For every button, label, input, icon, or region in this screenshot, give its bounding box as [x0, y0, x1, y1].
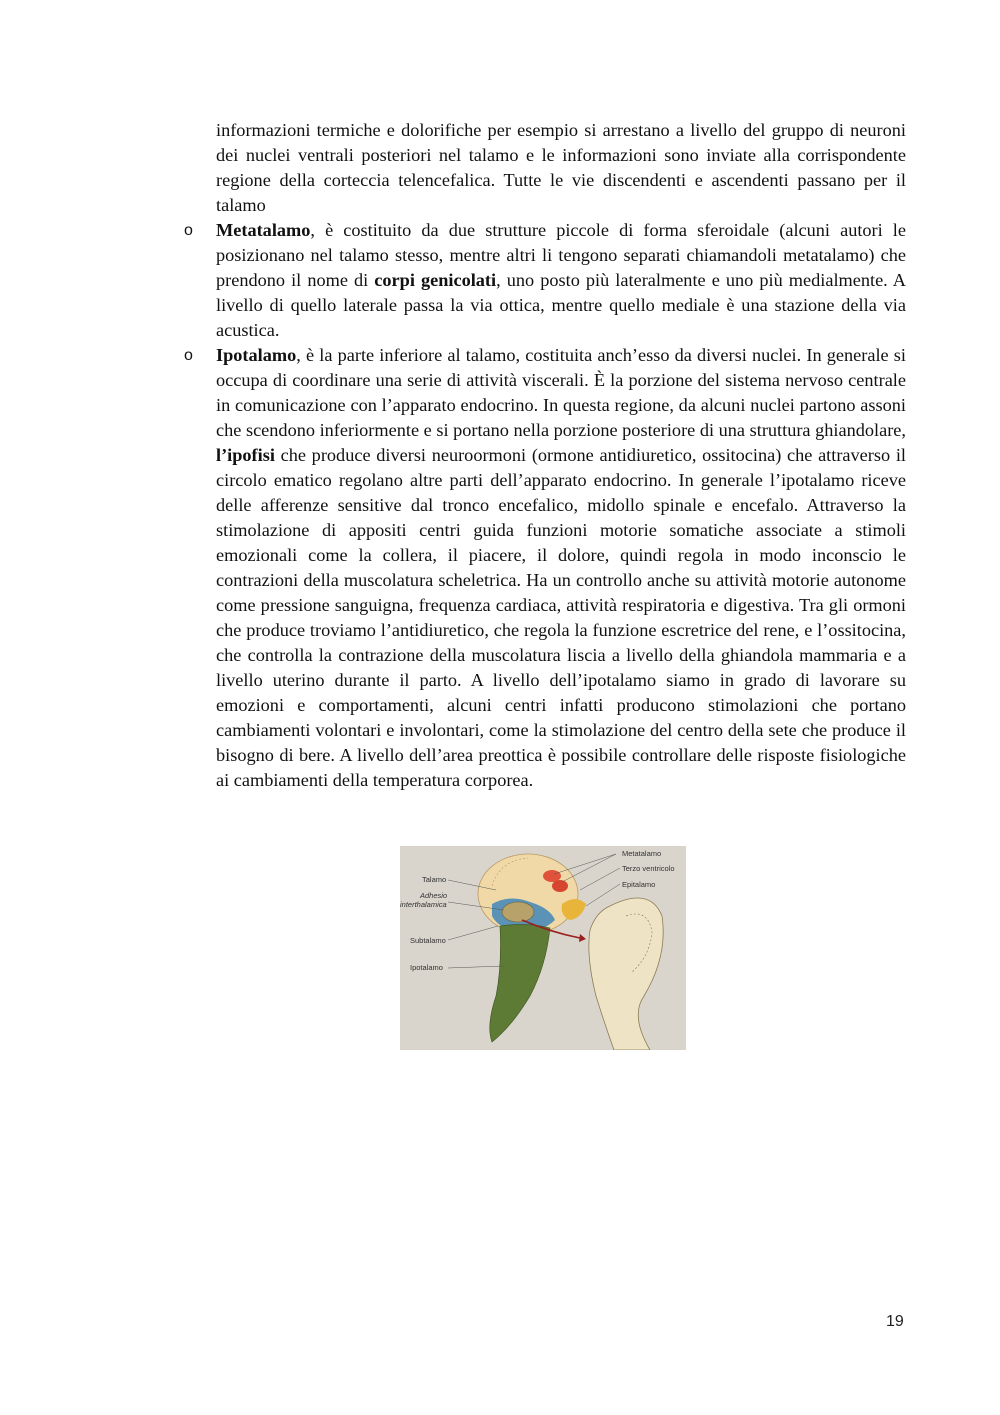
label-adhesio: Adhesio — [420, 891, 448, 900]
list-item-ipotalamo — [0, 343, 1000, 793]
label-terzo-ventricolo: Terzo ventricolo — [622, 864, 675, 873]
adhesio-shape — [502, 902, 534, 922]
diencephalon-illustration — [400, 846, 686, 1050]
leader-line — [586, 884, 620, 906]
term-ipofisi: l’ipofisi — [216, 445, 275, 465]
bullet-marker: o — [184, 222, 193, 239]
list-item-metatalamo — [0, 218, 1000, 343]
diencephalon-figure — [400, 846, 686, 1050]
leader-line — [562, 854, 616, 882]
side-view-shape — [589, 898, 663, 1050]
label-interthalamica: interthalamica — [400, 900, 447, 909]
label-ipotalamo: Ipotalamo — [410, 963, 443, 972]
arrow-head-icon — [579, 934, 586, 942]
ipotalamo-paragraph: Ipotalamo, è la parte inferiore al talamo, costituita anch’esso da diversi nuclei. In generale si occupa di coordinare una serie di attività viscerali. È la porzione del sistema nervoso centrale in comunicazione con l’apparato endocrino. In questa regione, da alcuni nuclei partono assoni che scendono inferiormente e si portano nella porzione posteriore di una struttura ghiandolare, l’ipofisi che produce diversi neuroormoni (ormone antidiuretico, ossitocina) che attraverso il circolo ematico regolano altre parti dell’apparato endocrino. In generale l’ipotalamo riceve delle afferenze sensitive dal tronco encefalico, midollo spinale e encefalo. Attraverso la stimolazione di appositi centri guida funzioni motorie somatiche associate a stimoli emozionali come la collera, il piacere, il dolore, quindi regola in modo inconscio le contrazioni della muscolatura scheletrica. Ha un controllo anche su attività motorie autonome come pressione sanguigna, frequenza cardiaca, attività respiratoria e digestiva. Tra gli ormoni che produce troviamo l’antidiuretico, che regola la funzione escretrice del rene, e l’ossitocina, che controlla la contrazione della muscolatura liscia a livello della ghiandola mammaria e a livello uterino durante il parto. A livello dell’ipotalamo siamo in grado di lavorare su emozioni e comportamenti, alcuni centri infatti producono stimolazioni che portano cambiamenti volontari e involontari, come la stimolazione del centro della sete che produce il bisogno di bere. A livello dell’area preottica è possibile controllare delle risposte fisiologiche ai cambiamenti della temperatura corporea. — [216, 345, 906, 790]
label-talamo: Talamo — [422, 875, 447, 884]
leader-line — [448, 966, 504, 968]
epitalamo-shape — [562, 899, 586, 920]
continuation-paragraph: informazioni termiche e dolorifiche per esempio si arrestano a livello del gruppo di neuroni dei nuclei ventrali posteriori nel talamo e le informazioni sono inviate alla corrispondente regione della corteccia telencefalica. Tutte le vie discendenti e ascendenti passano per il talamo — [216, 120, 906, 215]
bullet-marker: o — [184, 347, 193, 364]
term-ipotalamo: Ipotalamo — [216, 345, 297, 365]
leader-line — [580, 868, 620, 890]
label-metatalamo: Metatalamo — [622, 849, 662, 858]
label-epitalamo: Epitalamo — [622, 880, 656, 889]
leader-line — [448, 926, 498, 940]
metatalamo-paragraph: Metatalamo, è costituito da due strutture piccole di forma sferoidale (alcuni autori le posizionano nel talamo stesso, mentre altri li tengono separati chiamandoli metatalamo) che prendono il nome di corpi genicolati, uno posto più lateralmente e uno più medialmente. A livello di quello laterale passa la via ottica, mentre quello mediale è una stazione della via acustica. — [216, 220, 907, 340]
metatalamo-shape-2 — [552, 880, 568, 892]
page-number: 19 — [886, 1313, 904, 1330]
ipotalamo-shape — [490, 924, 550, 1042]
leader-line — [554, 854, 616, 874]
bullet-list — [0, 218, 1000, 793]
term-corpi-genicolati: corpi genicolati — [374, 270, 497, 290]
term-metatalamo: Metatalamo — [216, 220, 311, 240]
label-subtalamo: Subtalamo — [410, 936, 446, 945]
